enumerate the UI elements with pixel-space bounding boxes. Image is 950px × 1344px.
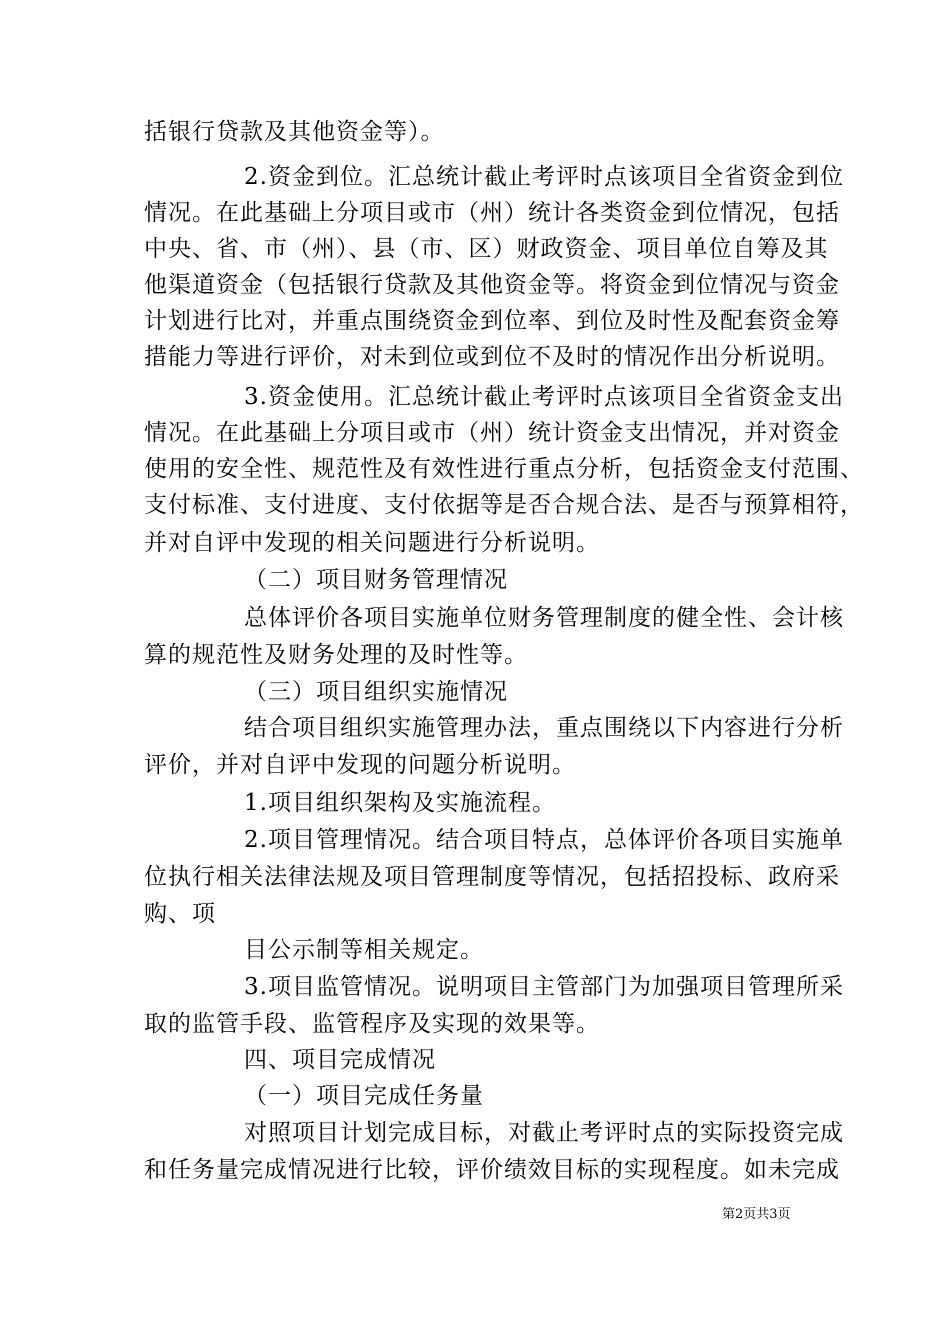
body-text-line: 支付标准、支付进度、支付依据等是否合规合法、是否与预算相符， — [144, 492, 864, 518]
body-text-line: 情况。在此基础上分项目或市（州）统计资金支出情况，并对资金 — [144, 420, 840, 446]
body-text-line: 3.项目监管情况。说明项目主管部门为加强项目管理所采 — [244, 974, 844, 1000]
body-text-line: 情况。在此基础上分项目或市（州）统计各类资金到位情况，包括 — [144, 200, 840, 226]
body-text-line: 3.资金使用。汇总统计截止考评时点该项目全省资金支出 — [244, 384, 844, 410]
body-text-line: 算的规范性及财务处理的及时性等。 — [144, 642, 528, 668]
body-text-line: 措能力等进行评价，对未到位或到位不及时的情况作出分析说明。 — [144, 344, 840, 370]
body-text-line: 中央、省、市（州）、县（市、区）财政资金、项目单位自筹及其 — [144, 236, 829, 262]
body-text-line: 他渠道资金（包括银行贷款及其他资金等。将资金到位情况与资金 — [144, 272, 840, 298]
body-text-line: 购、项 — [144, 901, 216, 927]
body-text-line: 结合项目组织实施管理办法，重点围绕以下内容进行分析 — [244, 715, 844, 741]
section-heading: （三）项目组织实施情况 — [244, 679, 508, 705]
section-heading: 四、项目完成情况 — [244, 1047, 436, 1073]
body-text-line: 评价，并对自评中发现的问题分析说明。 — [144, 752, 576, 778]
body-text-line: 2.项目管理情况。结合项目特点，总体评价各项目实施单 — [244, 827, 844, 853]
body-text-line: 2.资金到位。汇总统计截止考评时点该项目全省资金到位 — [244, 164, 844, 190]
body-text-line: 目公示制等相关规定。 — [244, 937, 484, 963]
body-text-line: 对照项目计划完成目标，对截止考评时点的实际投资完成 — [244, 1120, 844, 1146]
body-text-line: 取的监管手段、监管程序及实现的效果等。 — [144, 1011, 600, 1037]
body-text-line: 使用的安全性、规范性及有效性进行重点分析，包括资金支付范围、 — [144, 456, 864, 482]
body-text-line: 计划进行比对，并重点围绕资金到位率、到位及时性及配套资金筹 — [144, 308, 840, 334]
body-text-line: 总体评价各项目实施单位财务管理制度的健全性、会计核 — [244, 605, 844, 631]
body-text-line: 和任务量完成情况进行比较，评价绩效目标的实现程度。如未完成 — [144, 1157, 840, 1183]
section-heading: （二）项目财务管理情况 — [244, 567, 508, 593]
section-heading: （一）项目完成任务量 — [244, 1083, 484, 1109]
body-text-line: 并对自评中发现的相关问题进行分析说明。 — [144, 530, 600, 556]
page-number: 第2页共3页 — [722, 1207, 791, 1222]
body-text-line: 括银行贷款及其他资金等）。 — [144, 119, 445, 145]
body-text-line: 位执行相关法律法规及项目管理制度等情况，包括招投标、政府采 — [144, 864, 840, 890]
body-text-line: 1.项目组织架构及实施流程。 — [244, 790, 556, 816]
